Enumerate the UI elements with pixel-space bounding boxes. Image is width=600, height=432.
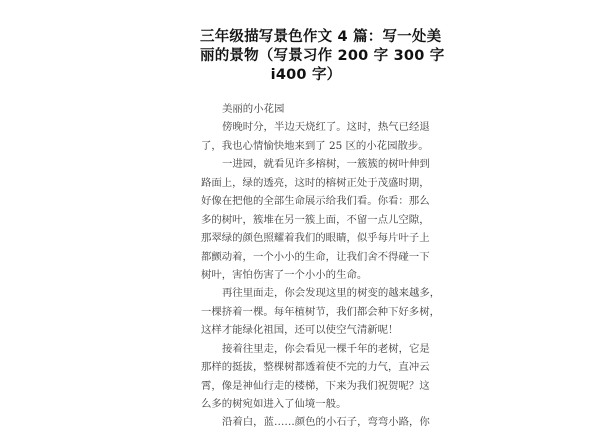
title-line: 三年级描写景色作文 4 篇：写一处美: [200, 29, 442, 45]
essay-line: 傍晚时分，半边天烧红了。这时，热气已经退: [222, 121, 430, 134]
document-title: [200, 28, 445, 85]
essay-line: 树叶，害怕伤害了一个小小的生命。: [201, 268, 368, 281]
essay-line: 接着往里走，你会看见一棵千年的老树，它是: [222, 342, 430, 355]
essay-line: 这样才能绿化祖国，还可以使空气清新呢！: [201, 324, 399, 337]
title-line: 丽的景物（写景习作 200 字 300 字: [200, 48, 445, 64]
essay-line: 霄，像是神仙行走的楼梯，下来为我们祝贺呢？这: [201, 379, 430, 392]
essay-line: 那翠绿的颜色照耀着我们的眼睛，似乎每片叶子上: [201, 232, 430, 245]
essay-line: 一棵挤着一棵。每年植树节，我们都会种下好多树，: [201, 305, 440, 318]
essay-line: 了，我也心情愉快地来到了 25 区的小花园散步。: [201, 139, 429, 152]
essay-line: 路面上，绿的透亮，这时的榕树正处于茂盛时期，: [201, 176, 430, 189]
essay-line: 那样的挺拔，整棵树都透着使不完的力气，直冲云: [201, 361, 430, 374]
essay-line: 再往里面走，你会发现这里的树变的越来越多，: [222, 287, 441, 300]
essay-line: 么多的树宛如进入了仙境一般。: [201, 398, 347, 410]
essay-line: 沿着白，蓝……颜色的小石子，弯弯小路，你: [222, 416, 430, 429]
essay-heading: 美丽的小花园: [222, 103, 285, 115]
essay-line: 多的树叶，簇堆在另一簇上面，不留一点儿空隙，: [201, 213, 430, 226]
essay-line: 一进园，就看见许多榕树，一簇簇的树叶伸到: [222, 158, 430, 171]
essay-line: 都颤动着，一个小小的生命，让我们舍不得碰一下: [201, 250, 430, 263]
title-line: i400 字）: [270, 67, 342, 83]
essay-body: [201, 100, 441, 432]
essay-line: 好像在把他的全部生命展示给我们看。你看：那么: [201, 195, 430, 208]
